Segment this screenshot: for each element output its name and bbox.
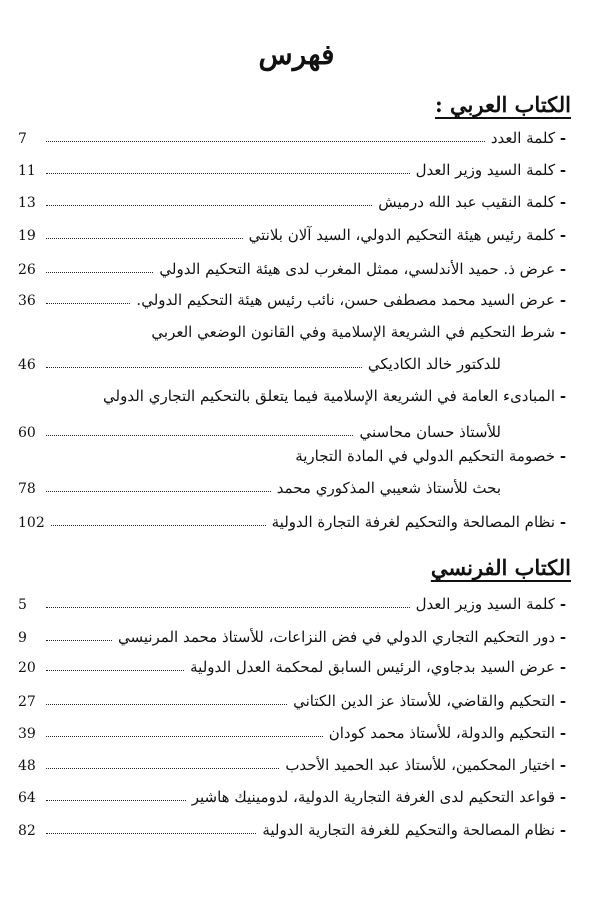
bullet-dash: - bbox=[559, 387, 567, 405]
dot-leader bbox=[46, 272, 153, 273]
bullet-dash: - bbox=[559, 447, 567, 465]
entry-title: نظام المصالحة والتحكيم للغرفة التجارية الدولية bbox=[262, 821, 555, 839]
toc-entry bbox=[18, 723, 571, 744]
bullet-dash: - bbox=[559, 788, 567, 806]
bullet-dash: - bbox=[559, 129, 567, 147]
entry-title: اختيار المحكمين، للأستاذ عبد الحميد الأحدب bbox=[285, 756, 555, 774]
page-number: 102 bbox=[18, 515, 45, 531]
toc-entry bbox=[18, 446, 571, 466]
toc-entry bbox=[18, 422, 571, 443]
bullet-dash: - bbox=[559, 692, 567, 710]
entry-title: كلمة العدد bbox=[490, 129, 555, 147]
toc-entry bbox=[18, 627, 571, 648]
page-number: 60 bbox=[18, 425, 36, 441]
dot-leader bbox=[46, 833, 256, 834]
dot-leader bbox=[46, 704, 287, 705]
section-heading-french: الكتاب الفرنسي bbox=[430, 555, 571, 580]
dot-leader bbox=[46, 367, 362, 368]
dot-leader bbox=[51, 525, 266, 526]
entry-title: كلمة السيد وزير العدل bbox=[415, 161, 555, 179]
bullet-dash: - bbox=[559, 595, 567, 613]
entry-title: نظام المصالحة والتحكيم لغرفة التجارة الدولية bbox=[271, 513, 555, 531]
dot-leader bbox=[46, 173, 410, 174]
page-number: 9 bbox=[18, 630, 27, 646]
toc-entry bbox=[18, 386, 571, 406]
page-number: 64 bbox=[18, 790, 36, 806]
toc-entry bbox=[18, 322, 571, 342]
entry-title: كلمة النقيب عبد الله درميش bbox=[378, 193, 555, 211]
toc-entry bbox=[18, 128, 571, 149]
dot-leader bbox=[46, 640, 112, 641]
bullet-dash: - bbox=[559, 260, 567, 278]
toc-entry bbox=[18, 594, 571, 615]
dot-leader bbox=[46, 670, 184, 671]
dot-leader bbox=[46, 736, 323, 737]
page-number: 7 bbox=[18, 131, 27, 147]
page-number: 13 bbox=[18, 195, 36, 211]
entry-title: كلمة السيد وزير العدل bbox=[415, 595, 555, 613]
toc-entry bbox=[18, 478, 571, 499]
entry-title: كلمة رئيس هيئة التحكيم الدولي، السيد آلان بلانتي bbox=[248, 226, 555, 244]
bullet-dash: - bbox=[559, 628, 567, 646]
page-number: 5 bbox=[18, 597, 27, 613]
dot-leader bbox=[46, 303, 130, 304]
bullet-dash: - bbox=[559, 161, 567, 179]
dot-leader bbox=[46, 768, 279, 769]
toc-entry bbox=[18, 820, 571, 841]
entry-title: عرض السيد بدجاوي، الرئيس السابق لمحكمة العدل الدولية bbox=[190, 658, 555, 676]
page-number: 11 bbox=[18, 163, 36, 179]
dot-leader bbox=[46, 800, 186, 801]
entry-title: دور التحكيم التجاري الدولي في فض النزاعات، للأستاذ محمد المرنيسي bbox=[117, 628, 555, 646]
toc-entry bbox=[18, 192, 571, 213]
page-number: 26 bbox=[18, 262, 36, 278]
toc-entry bbox=[18, 755, 571, 776]
entry-title: عرض ذ. حميد الأندلسي، ممثل المغرب لدى هيئة التحكيم الدولي bbox=[159, 260, 555, 278]
toc-entry bbox=[18, 354, 571, 375]
dot-leader bbox=[46, 435, 353, 436]
dot-leader bbox=[46, 607, 410, 608]
dot-leader bbox=[46, 238, 243, 239]
page-number: 36 bbox=[18, 293, 36, 309]
bullet-dash: - bbox=[559, 513, 567, 531]
entry-title: للدكتور خالد الكاديكي bbox=[367, 355, 501, 373]
bullet-dash: - bbox=[559, 323, 567, 341]
entry-title: قواعد التحكيم لدى الغرفة التجارية الدولية، لدومينيك هاشير bbox=[191, 788, 555, 806]
bullet-dash: - bbox=[559, 658, 567, 676]
toc-entry bbox=[18, 657, 571, 678]
page-number: 19 bbox=[18, 228, 36, 244]
bullet-dash: - bbox=[559, 821, 567, 839]
toc-entry bbox=[18, 225, 571, 246]
entry-title: شرط التحكيم في الشريعة الإسلامية وفي القانون الوضعي العربي bbox=[151, 323, 555, 341]
toc-entry bbox=[18, 290, 571, 311]
toc-entry bbox=[18, 259, 571, 280]
page-number: 39 bbox=[18, 726, 36, 742]
entry-title: خصومة التحكيم الدولي في المادة التجارية bbox=[295, 447, 555, 465]
dot-leader bbox=[46, 491, 271, 492]
bullet-dash: - bbox=[559, 756, 567, 774]
page-number: 78 bbox=[18, 481, 36, 497]
toc-entry bbox=[18, 160, 571, 181]
toc-entry bbox=[18, 787, 571, 808]
toc-entry bbox=[18, 691, 571, 712]
entry-title: التحكيم والدولة، للأستاذ محمد كودان bbox=[328, 724, 555, 742]
dot-leader bbox=[46, 141, 485, 142]
section-heading-arabic: الكتاب العربي : bbox=[434, 92, 571, 117]
page-number: 82 bbox=[18, 823, 36, 839]
page-number: 20 bbox=[18, 660, 36, 676]
page-number: 48 bbox=[18, 758, 36, 774]
toc-entry bbox=[18, 512, 571, 533]
bullet-dash: - bbox=[559, 193, 567, 211]
page-number: 27 bbox=[18, 694, 36, 710]
bullet-dash: - bbox=[559, 291, 567, 309]
bullet-dash: - bbox=[559, 724, 567, 742]
entry-title: المبادىء العامة في الشريعة الإسلامية فيما يتعلق بالتحكيم التجاري الدولي bbox=[103, 387, 555, 405]
page-title: فهرس bbox=[258, 38, 335, 71]
dot-leader bbox=[46, 205, 372, 206]
entry-title: التحكيم والقاضي، للأستاذ عز الدين الكتاني bbox=[293, 692, 555, 710]
page-number: 46 bbox=[18, 357, 36, 373]
entry-title: عرض السيد محمد مصطفى حسن، نائب رئيس هيئة التحكيم الدولي. bbox=[136, 291, 555, 309]
bullet-dash: - bbox=[559, 226, 567, 244]
entry-title: بحث للأستاذ شعيبي المذكوري محمد bbox=[276, 479, 501, 497]
entry-title: للأستاذ حسان محاسني bbox=[359, 423, 501, 441]
